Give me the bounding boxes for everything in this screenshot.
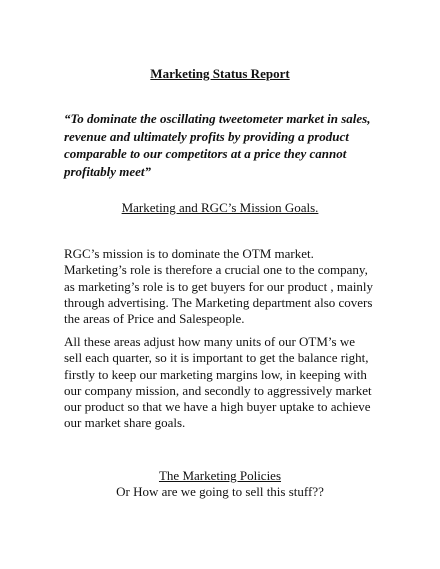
quote-line: comparable to our competitors at a price they cannot: [64, 146, 347, 161]
paragraph-line: Marketing’s role is therefore a crucial one to the company,: [64, 262, 368, 278]
quote-line: profitably meet”: [64, 163, 152, 179]
mission-quote: [64, 110, 384, 180]
quote-line: revenue and ultimately profits by providing a product: [64, 128, 349, 144]
mission-goals-heading: Marketing and RGC’s Mission Goals.: [121, 200, 319, 215]
paragraph-line: RGC’s mission is to dominate the OTM market.: [64, 246, 314, 261]
quote-line: “To dominate the oscillating tweetometer market in sales,: [64, 111, 371, 126]
paragraph-line: firstly to keep our marketing margins low, in keeping with: [64, 366, 367, 382]
policies-section: [0, 468, 440, 501]
paragraph-line: through advertising. The Marketing department also covers: [64, 294, 373, 310]
paragraph-balance: [64, 334, 394, 432]
paragraph-line: as marketing’s role is to get buyers for our product , mainly: [64, 278, 374, 294]
paragraph-line: our company mission, and secondly to aggressively market: [64, 382, 372, 398]
paragraph-line: sell each quarter, so it is important to get the balance right,: [64, 350, 369, 366]
paragraph-line: the areas of Price and Salespeople.: [64, 311, 245, 327]
policies-heading: The Marketing Policies: [158, 468, 282, 483]
paragraph-line: our market share goals.: [64, 415, 186, 431]
policies-subheading: Or How are we going to sell this stuff??: [116, 484, 324, 500]
paragraph-mission: [64, 246, 394, 327]
paragraph-line: All these areas adjust how many units of our OTM’s we: [64, 334, 356, 349]
paragraph-line: our product so that we have a high buyer uptake to achieve: [64, 399, 371, 415]
document-title: Marketing Status Report: [150, 66, 290, 81]
